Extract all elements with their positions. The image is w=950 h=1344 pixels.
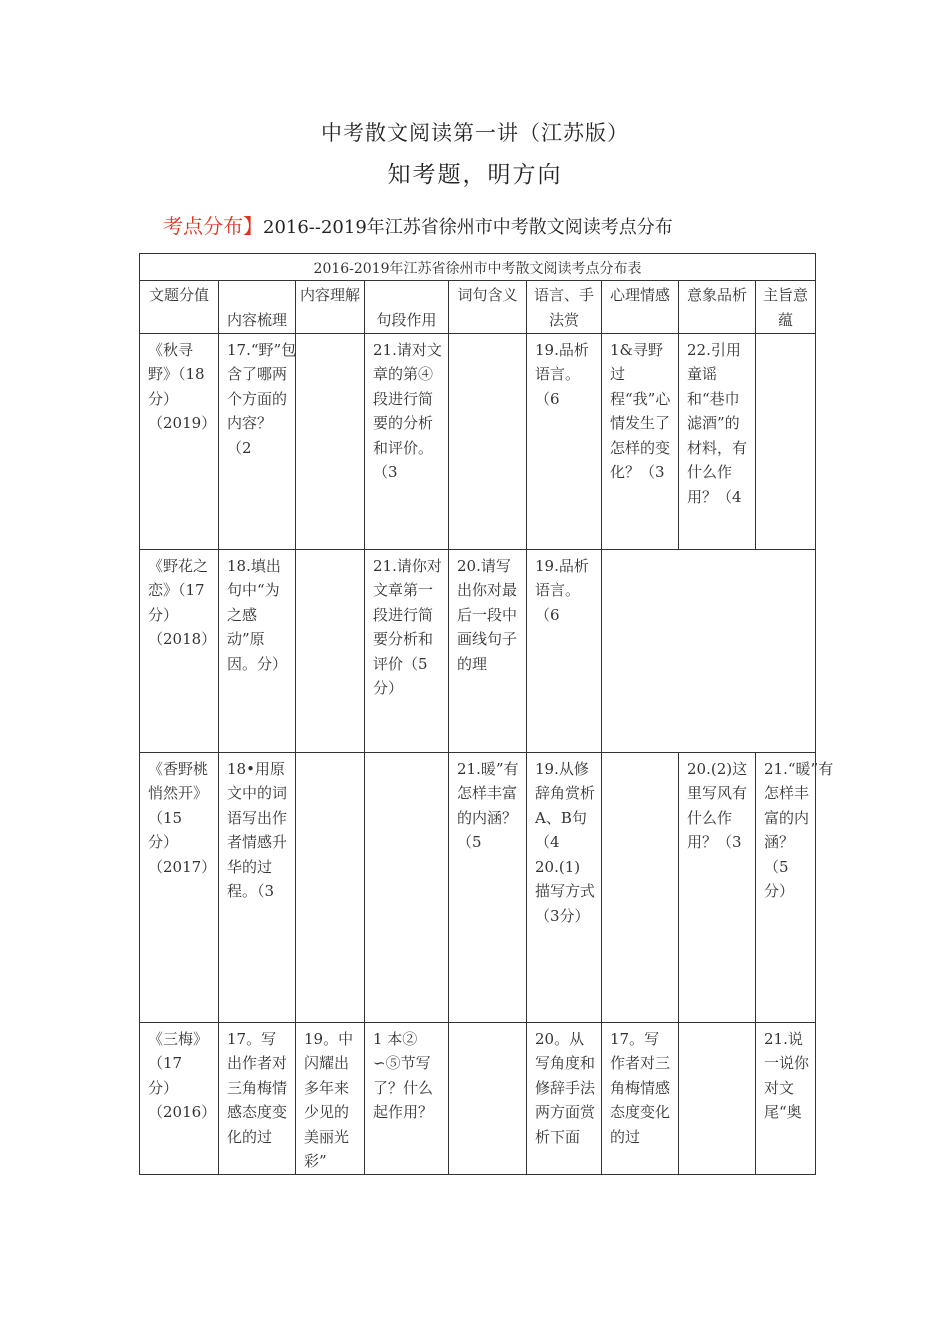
table-cell: 《秋寻野》（18分） （2019） [140,333,219,549]
table-cell [602,752,679,1022]
header-cell: 意象品析 [679,281,756,334]
table-cell [365,752,449,1022]
section-heading [163,210,673,239]
header-cell: 主旨意蕴 [756,281,816,334]
table-cell: 《野花之恋》（17分） （2018） [140,549,219,752]
table-cell: 17.“野”包含了哪两个方面的内容？（2 [219,333,296,549]
table-cell: 《香野桃悄然开》（15分） （2017） [140,752,219,1022]
table-cell: 22.引用童谣和“巷巾滤酒”的材料，有什么作用？（4 [679,333,756,549]
table-cell [756,333,816,549]
header-cell: 文题分值 [140,281,219,334]
table-cell: 18•用原文中的词语写出作者情感升华的过程。（3 [219,752,296,1022]
exam-distribution-table [139,253,834,1175]
header-cell: 句段作用 [365,281,449,334]
table-cell: 21.请对文章的第④段进行简要的分析和评价。（3 [365,333,449,549]
table-row [140,333,816,549]
table-cell: 19。中闪耀出多年来少见的美丽光彩” [296,1022,365,1174]
table-cell [296,549,365,752]
table-row [140,1022,816,1174]
table-cell [602,549,816,752]
table-cell: 19.从修辞角赏析A、B句（4 20.(1)描写方式（3分） [527,752,602,1022]
table-cell [296,752,365,1022]
table-cell: 17。写出作者对三角梅情感态度变化的过 [219,1022,296,1174]
header-cell: 语言、手法赏 [527,281,602,334]
table-cell: 21.“暖”有怎样丰富的内涵？（5分） [756,752,816,1022]
table-cell: 19.品析语言。（6 [527,333,602,549]
table-cell: 20.请写出你对最后一段中画线句子的理 [449,549,527,752]
table-cell: 20.(2)这里写风有什么作用？（3 [679,752,756,1022]
table-row [140,752,816,1022]
table-cell [679,1022,756,1174]
table-row [140,549,816,752]
table-cell: 1 本② ∽⑤节写了？什么起作用？ [365,1022,449,1174]
section-tag: 考点分布】 [163,214,263,238]
section-text: 2016--2019年江苏省徐州市中考散文阅读考点分布 [263,217,673,238]
table-cell: 21.暖”有怎样丰富的内涵？（5 [449,752,527,1022]
table-cell: 21.说一说你对文尾“奥 [756,1022,816,1174]
table-cell [449,1022,527,1174]
table-caption: 2016-2019年江苏省徐州市中考散文阅读考点分布表 [140,254,816,281]
table-cell: 21.请你对文章第一段进行简要分析和评价（5分） [365,549,449,752]
table-cell: 17。写作者对三角梅情感态度变化的过 [602,1022,679,1174]
table-cell: 《三梅》（17分） （2016） [140,1022,219,1174]
header-cell: 内容梳理 [219,281,296,334]
table-cell [449,333,527,549]
header-cell: 词句含义 [449,281,527,334]
document-subtitle: 知考题，明方向 [387,162,563,188]
header-cell: 内容理解 [296,281,365,334]
table-cell: 1&寻野过程“我”心情发生了怎样的变化？（3 [602,333,679,549]
table-cell [296,333,365,549]
table-cell: 18.填出句中“为之感动”原因。分） [219,549,296,752]
header-cell: 心理情感 [602,281,679,334]
table-cell: 19.品析语言。（6 [527,549,602,752]
table-cell: 20。从写角度和修辞手法两方面赏析下面 [527,1022,602,1174]
document-title: 中考散文阅读第一讲（江苏版） [321,121,629,145]
